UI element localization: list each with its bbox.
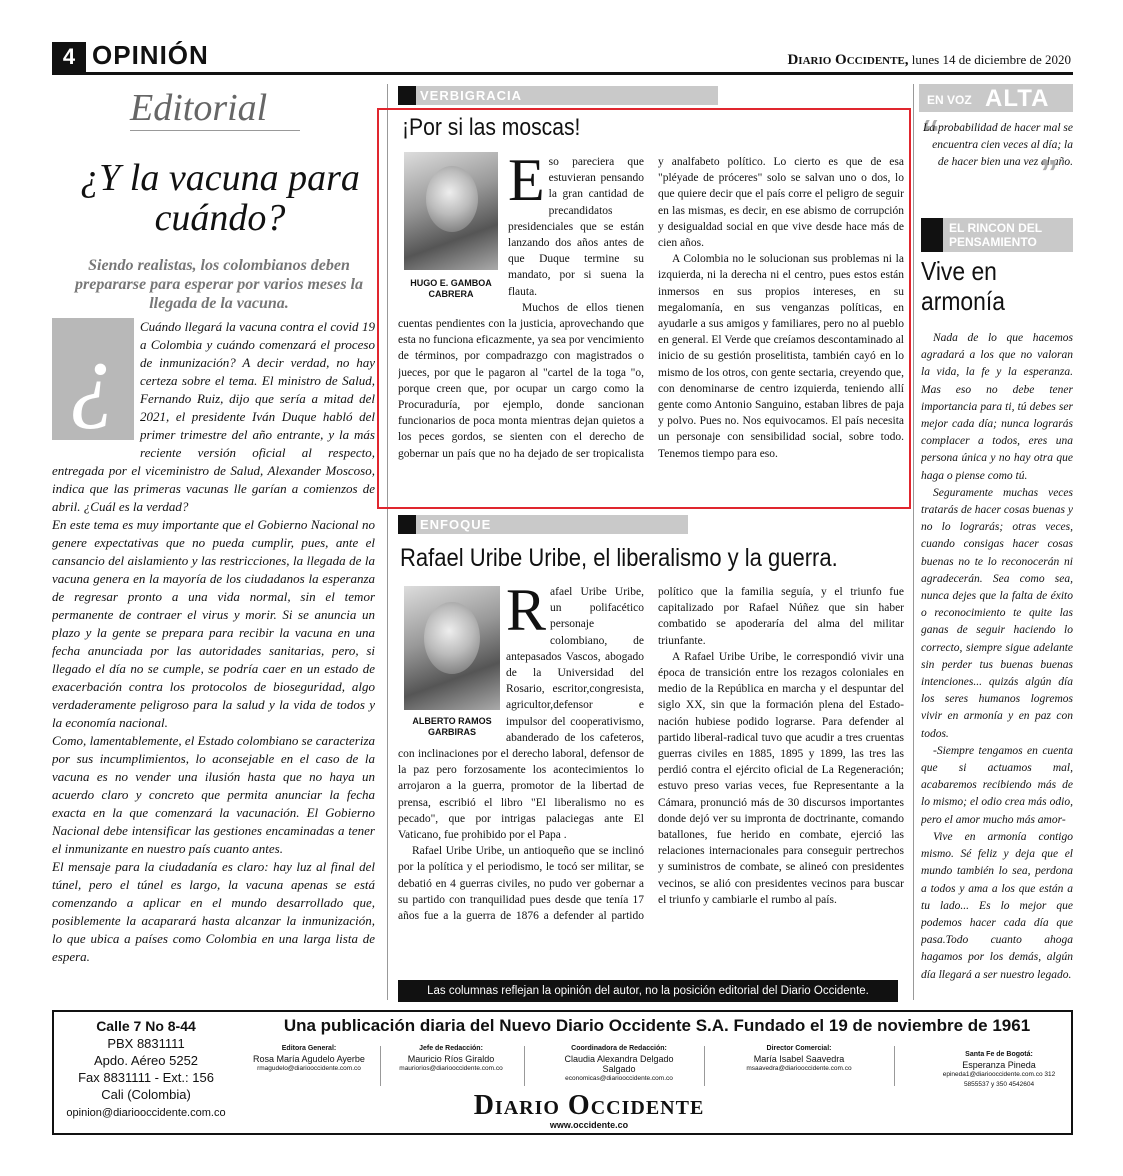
alta-label: ALTA (985, 85, 1050, 112)
rincon-label: EL RINCON DEL PENSAMIENTO (949, 221, 1042, 249)
staff-entry (934, 1050, 1064, 1090)
rincon-paragraph: Vive en armonía contigo mismo. Sé feliz y deja que el mundo también lo sea, perdona a todos y ama a los que están a tu lado... Es lo mejor que podemos hacer cada día que pasa.Todo cuanto ahoga hagamos por los demás, algún día llegará a ser nuestro legado. (921, 830, 1073, 981)
photo-spacer (398, 584, 506, 744)
editorial-kicker: Editorial (130, 86, 300, 131)
dropcap: R (506, 584, 547, 643)
question-mark-graphic: ¿ (52, 318, 134, 440)
rincon-paragraph: Nada de lo que hacemos agradará a los que no valoran la vida, la fe y la esperanza. Mas eso no debe tener importancia para ti, tú debes ser mejor cada día; nunca lograrás complacer a todos, eres una persona única y no hay otra que haga o piense como tú. (921, 332, 1073, 482)
enfoque-label: ENFOQUE (420, 517, 492, 532)
staff-email[interactable]: msaavedra@diariooccidente.com.co (746, 1065, 852, 1072)
staff-name: María Isabel Saavedra (753, 1054, 845, 1064)
staff-role: Editora General: (281, 1045, 337, 1052)
issue-date: lunes 14 de diciembre de 2020 (911, 52, 1071, 67)
column-divider (913, 84, 914, 1000)
author-caption: ALBERTO RAMOS GARBIRAS (412, 716, 492, 737)
newspaper-logo: Diario Occidente (473, 1090, 705, 1121)
masthead-footer (52, 1010, 1073, 1135)
staff-email[interactable]: rmagudelo@diariooccidente.com.co (257, 1065, 361, 1072)
staff-name: Rosa María Agudelo Ayerbe (253, 1054, 365, 1064)
editorial-paragraph: El mensaje para la ciudadanía es claro: hay luz al final del túnel, pero el túnel es largo, la vacuna apenas se está comenzando a aplicar en el mundo desarrollado que, posiblemente la acaparará hasta alcanzar la inmunización, lo que ubica a países como Colombia en una larga lista de espera. (52, 859, 375, 964)
paper-name: Diario Occidente, (787, 52, 909, 68)
tab-marker (398, 515, 416, 534)
verbigracia-label: VERBIGRACIA (420, 88, 523, 103)
tab-marker (398, 86, 416, 105)
editorial-paragraph: Como, lamentablemente, el Estado colombiano se caracteriza por sus incumplimientos, lo aconsejable en el caso de la vacuna es no vender una ilusión hasta que no haya un acuerdo claro y concreto que permita anunciar la fecha exacta en la que comenzará la vacunación. El Gobierno Nacional debe intensificar las gestiones encaminadas a tener el inmunizante en nuestro país cuanto antes. (52, 733, 375, 856)
author-caption: HUGO E. GAMBOA CABRERA (410, 278, 492, 299)
page-number: 4 (52, 42, 86, 72)
fax-line: Fax 8831111 - Ext.: 156 (78, 1070, 214, 1085)
enfoque-paragraph: A Rafael Uribe Uribe, le correspondió vivir una época de transición entre los rezagos coloniales en medio de la República en marcha y el despuntar del siglo XX, sin que la formación plena del Estado-nación hubiese podido lograrse. Para defender al partido liberal-radical tuvo que acudir a tres cruentas guerras civiles en 1885, 1895 y 1899, las tres las perdió contra el ejército oficial de La Regeneración; estuvo preso varias veces, fue Representante a la Cámara, pronunció más de 30 discursos importantes donde dejó ver su impronta de doctrinante, comando batallones, fue herido en combate, ejerció las relaciones internacionales para conseguir pertrechos y suministros de combate, se alineó con presidentes vecinos, se alió con presidentes vecinos para buscar el triunfo y cambiarle el rumbo al país. (658, 650, 904, 906)
editorial-paragraph: Cuándo llegará la vacuna contra el covid 19 a Colombia y cuándo comenzará el proceso de inmunización? A decir verdad, no hay certeza sobre el tema. El ministro de Salud, Fernando Ruiz, dijo que sería a mitad del 2021, el presidente Iván Duque habló del primer trimestre del año entrante, y la más reciente versión oficial al respecto, entregada por el viceministro de Salud, Alexander Moscoso, indica que las primeras vacunas lle garían a comienzos de abril. ¿Cuál es la verdad? (52, 319, 375, 514)
staff-email[interactable]: epineda1@diariooccidente.com.co 312 5855537 y 350 4542604 (942, 1071, 1056, 1088)
close-quote-icon: ” (1040, 152, 1058, 193)
editorial-paragraph: En este tema es muy importante que el Gobierno Nacional no genere expectativas que no pueda cumplir, pues, ante el cansancio del aislamiento y las restricciones, la llegada de la vacuna genera en la mayoría de los ciudadanos la esperanza de regresar pronto a una vida normal, sin el temor permanente de contraer el virus y morir. Si se anuncia un plazo y la gente se prepara para recibir la vacuna en una fecha anunciada por las autoridades sanitarias, pero, si llegado el día no se cumple, se podría caer en un estado de exacerbación contra los protocolos de bioseguridad, algo verdaderamente peligroso para la salud y la vida de todos y la economía nacional. (52, 517, 375, 730)
staff-divider (704, 1046, 705, 1086)
rincon-paragraph: -Siempre tengamos en cuenta que si actuamos mal, acabaremos recibiendo más de lo mismo; el odio crea más odio, pero el amor mucho más amor- (921, 744, 1073, 826)
rincon-banner (921, 218, 1073, 252)
verbigracia-title: ¡Por si las moscas! (402, 114, 581, 141)
staff-divider (524, 1046, 525, 1086)
rincon-title: Vive en armonía (921, 256, 1005, 316)
staff-entry (734, 1044, 864, 1074)
verbigracia-body (398, 154, 904, 498)
staff-entry (554, 1044, 684, 1084)
verbigracia-tab (398, 86, 718, 105)
po-box-line: Apdo. Aéreo 5252 (93, 1053, 199, 1068)
email-link[interactable]: opinion@diariooccidente.com.co (66, 1107, 226, 1119)
staff-role: Coordinadora de Redacción: (571, 1045, 667, 1052)
staff-role: Santa Fe de Bogotá: (965, 1051, 1033, 1058)
enfoque-tab (398, 515, 688, 534)
en-voz-alta-banner (919, 84, 1073, 112)
staff-email[interactable]: mauriorios@diariooccidente.com.co (399, 1065, 503, 1072)
section-title: OPINIÓN (92, 40, 209, 70)
staff-divider (894, 1046, 895, 1086)
verbigracia-lead: so pareciera que estuvieran pensando la gran cantidad de precandidatos presidenciales que se están lanzando dos años antes de que Duque termine su mandato, por si suena la flauta. (508, 156, 644, 298)
verbigracia-paragraph: A Colombia no le solucionan sus problemas ni la izquierda, ni la derecha ni el centro, pues estos están inmersos en sus propios intereses, en su megalomanía, en sus venganzas políticas, en ayudarle a sus amigos y familiares, pero no al pueblo en general. El Verde que creíamos descontaminado al inicio de su gestión proselitista, también cayó en lo mismo de los otros, con gente sectaria, creyendo que, con denominarse de centro izquierda, teniendo allí gente como Antonio Sanguino, estaban libres de paja y polvo. Pues no. Nos equivocamos. El país necesita un personaje con sensibilidad social, sobre todo. Tenemos tiempo para eso. (658, 253, 904, 460)
editorial-title: ¿Y la vacuna para cuándo? (80, 157, 360, 239)
rincon-body (921, 330, 1073, 995)
staff-divider (380, 1046, 381, 1086)
header-rule (52, 72, 1073, 75)
staff-entry (386, 1044, 516, 1074)
staff-name: Claudia Alexandra Delgado Salgado (564, 1054, 674, 1074)
enfoque-paragraph: Rafael Uribe Uribe, un antioqueño que se inclinó por la política y el periodismo, le tocó ser militar, se debatió en 4 guerras civiles, no pudo ver gobernar a su partido con tranquilidad pues desde que tenía 17 años fue a la guerra de 1876 a defender al partido político que la familia seguía, y el triunfo fue capitalizado por Rafael Núñez que sin haber combatido se apoderaría del alma del militar triunfante. (398, 586, 904, 923)
city-line: Cali (Colombia) (101, 1087, 191, 1102)
staff-role: Jefe de Redacción: (419, 1045, 483, 1052)
masthead-dateline (787, 52, 1071, 69)
verbigracia-paragraph: Muchos de ellos tienen cuentas pendientes con la justicia, aprovechando que esta no funciona eficazmente, ya sea por vencimiento de términos, por compadrazgo con magistrados o jueces, por que le pagaron al "cartel de la toga "o, porque creen que, por ocupar un cargo como la Procuraduría, por ejemplo, donde sancionan funcionarios de poca monta mientras dejan quietos a los peces gordos, se sienten con el derecho de gobernar un país que no ha dejado de ser tropicalista y analfabeto político. Lo cierto es que de esa "pléyade de próceres" solo se salvan uno o dos, lo que quiere decir que el país corre el peligro de seguir en las mismas, es decir, en ese abismo de corrupción y desigualdad social en que vive desde hace más de cien años. (398, 156, 904, 460)
quote-text: La probabilidad de hacer mal se encuentra cien veces al día; la de hacer bien una vez al año. (922, 122, 1073, 168)
rincon-paragraph: Seguramente muchas veces tratarás de hacer cosas buenas y no lo lograrás; otras veces, cuando consigas hacer cosas buenas no te lo reconocerán ni agradecerán. Sea como sea, nunca dejes que la falta de éxito o reconocimiento te quite las ganas de seguir haciendo lo correcto, siempre sigue adelante sin perder tus buenas buenas intenciones... quizás algún día los seres humanos logremos vivir en armonía y en paz con todos. (921, 486, 1073, 740)
dropcap-spacer (52, 318, 140, 448)
publication-line: Una publicación diaria del Nuevo Diario Occidente S.A. Fundado el 19 de noviembre de 1961 (283, 1016, 1031, 1035)
enfoque-body (398, 584, 904, 958)
columns-disclaimer: Las columnas reflejan la opinión del autor, no la posición editorial del Diario Occidente. (398, 980, 898, 1002)
tab-marker (921, 218, 943, 252)
dropcap: E (508, 154, 545, 213)
staff-role: Director Comercial: (766, 1045, 832, 1052)
phone-line: PBX 8831111 (107, 1036, 185, 1051)
website-link[interactable]: www.occidente.co (549, 1120, 629, 1130)
staff-name: Mauricio Ríos Giraldo (407, 1054, 495, 1064)
enfoque-lead: afael Uribe Uribe, un polifacético personaje colombiano, de antepasados Vascos, abogado de la Universidad del Rosario, escritor,congresista, agricultor,defensor e impulsor del cooperativismo, abanderado de los cafeteros, con inclinaciones por el derecho laboral, defensor de la paz pero forzosamente los acontecimientos lo arrojaron a la guerra, promotor de la libertad de prensa, escribió el libro "El liberalismo no es pecado", que por intrigas palaciegas ante El Vaticano, fue prohibido por el Papa . (398, 586, 644, 842)
staff-email[interactable]: economicas@diariooccidente.com.co (565, 1075, 673, 1082)
staff-entry (244, 1044, 374, 1074)
address-line: Calle 7 No 8-44 (96, 1018, 196, 1034)
editorial-dek: Siendo realistas, los colombianos deben prepararse para esperar por varios meses la llegada de la vacuna. (75, 257, 363, 312)
contact-block (60, 1018, 232, 1122)
staff-name: Esperanza Pineda (962, 1060, 1036, 1070)
enfoque-title: Rafael Uribe Uribe, el liberalismo y la guerra. (400, 544, 838, 572)
open-quote-icon: “ (922, 112, 940, 153)
photo-spacer (398, 154, 508, 304)
editorial-body (52, 318, 375, 998)
en-voz-label: EN VOZ (927, 93, 972, 107)
